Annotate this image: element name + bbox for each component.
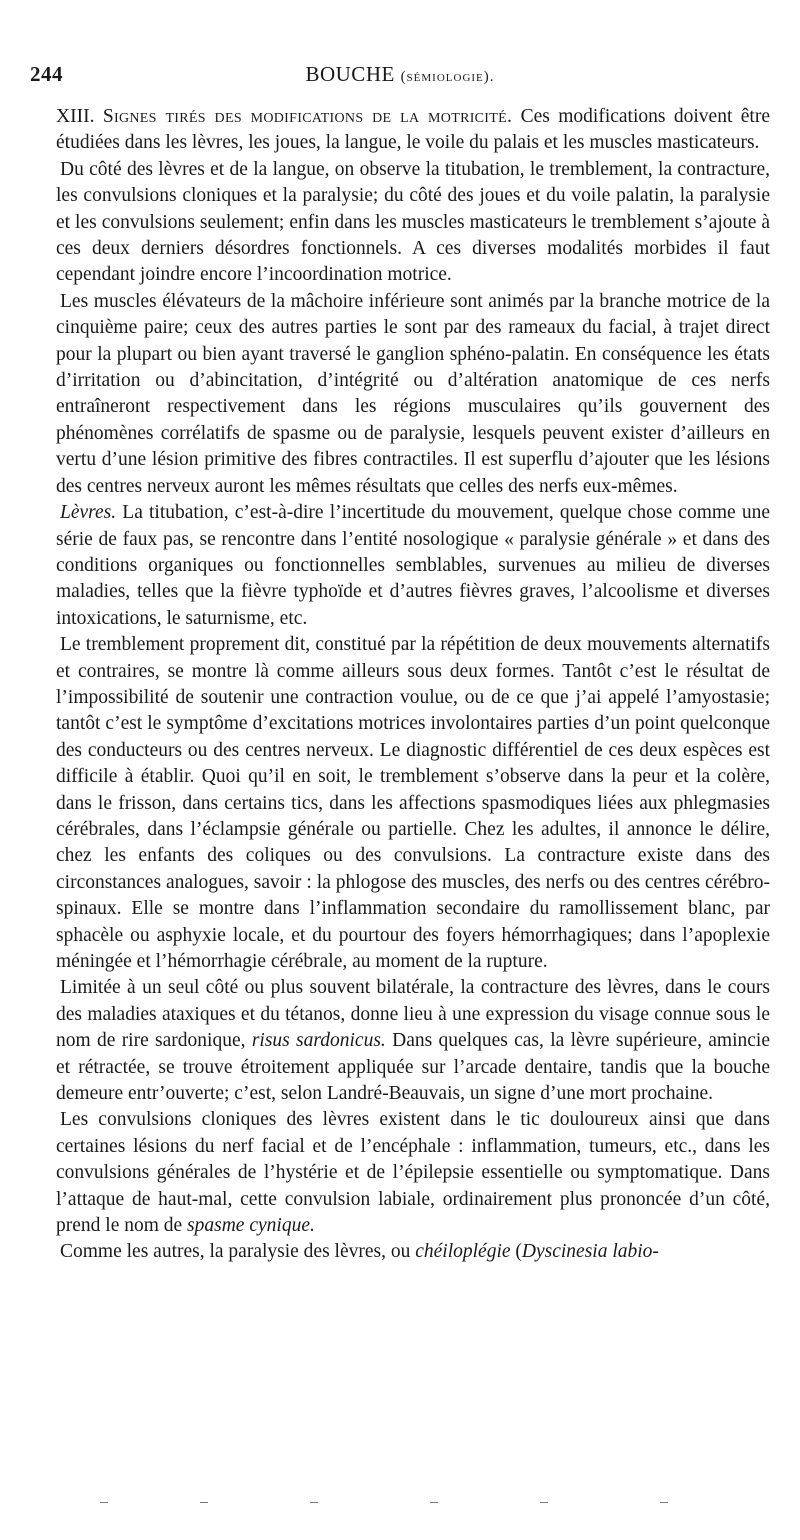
paragraph-section-xiii bbox=[56, 104, 770, 157]
paragraph-text: La titubation, c’est-à-dire l’incertitude du mouvement, quelque chose comme une série de faux pas, se rencontre dans l’entité nosologique « paralysie générale » et dans des conditions organiques ou fonctionnelles semblables, survenues au milieu de diverses maladies, telles que la fièvre typhoïde et d’autres fièvres graves, l’alcoolisme et diverses intoxications, le saturnisme, etc. bbox=[56, 502, 770, 629]
paragraph: Du côté des lèvres et de la langue, on observe la titubation, le tremblement, la contracture, les convulsions cloniques et la paralysie; du côté des joues et du voile palatin, la paralysie et les convulsions seulement; enfin dans les muscles masticateurs le tremblement s’ajoute à ces deux derniers désordres fonctionnels. A ces diverses modalités morbides il faut cependant joindre encore l’incoordination motrice. bbox=[56, 158, 770, 286]
subsection-label: Lèvres. bbox=[60, 502, 117, 524]
paragraph-text: Dans quelques cas, la lèvre supérieure, amincie et rétractée, se trouve étroitement appliquée sur l’arcade dentaire, tandis que la bouche demeure entr’ouverte; c’est, selon Landré-Beauvais, un signe d’une mort prochaine. bbox=[56, 1030, 770, 1105]
scan-mark bbox=[540, 1502, 548, 1503]
section-heading: Signes tirés des modifications de la motricité. bbox=[102, 106, 513, 127]
running-title bbox=[30, 62, 770, 87]
section-number: XIII. bbox=[56, 106, 95, 127]
italic-term: chéiloplégie bbox=[415, 1241, 511, 1263]
scan-mark bbox=[660, 1502, 668, 1503]
italic-term: spasme cynique. bbox=[187, 1215, 315, 1237]
paragraph-text: Ces modifications doivent être étudiées dans les lèvres, les joues, la langue, le voile du palais et les muscles masticateurs. bbox=[56, 106, 771, 154]
running-title-sub: (sémiologie). bbox=[400, 69, 495, 85]
scan-mark bbox=[430, 1502, 438, 1503]
page-number: 244 bbox=[30, 62, 63, 86]
paragraph: Les muscles élévateurs de la mâchoire inférieure sont animés par la branche motrice de la cinquième paire; ceux des autres parties le sont par des rameaux du facial, à trajet direct pour la plupart ou bien ayant traversé le ganglion sphéno-palatin. En conséquence les états d’irritation ou d’abincitation, d’intégrité ou d’altération anatomique de ces nerfs entraîneront respectivement dans les régions musculaires qu’ils gouvernent des phénomènes corrélatifs de spasme ou de paralysie, lesquels peuvent exister d’ailleurs en vertu d’une lésion primitive des fibres contractiles. Il est superflu d’ajouter que les lésions des centres nerveux auront les mêmes résultats que celles des nerfs eux-mêmes. bbox=[56, 290, 770, 497]
paragraph-convulsions bbox=[56, 1107, 770, 1239]
paragraph-levres bbox=[56, 500, 770, 632]
scan-mark bbox=[310, 1502, 318, 1503]
paragraph-text: Les convulsions cloniques des lèvres existent dans le tic douloureux ainsi que dans certaines lésions du nerf facial et de l’encéphale : inflammation, tumeurs, etc., dans les convulsions générales de l’hystérie et de l’épilepsie essentielle ou symptomatique. Dans l’attaque de haut-mal, cette convulsion labiale, ordinairement plus prononcée d’un côté, prend le nom de bbox=[56, 1109, 770, 1237]
footer-scan-marks bbox=[60, 1502, 740, 1512]
latin-term: risus sardonicus. bbox=[251, 1030, 386, 1052]
scan-mark bbox=[100, 1502, 108, 1503]
paragraph-text: Comme les autres, la paralysie des lèvres, ou bbox=[60, 1241, 411, 1263]
running-title-main: BOUCHE bbox=[305, 62, 395, 86]
paren: ( bbox=[515, 1241, 522, 1263]
paragraph-contracture bbox=[56, 975, 770, 1107]
paragraph-paralysie bbox=[56, 1239, 770, 1265]
paragraph: Le tremblement proprement dit, constitué par la répétition de deux mouvements alternatifs et contraires, se montre là comme ailleurs sous deux formes. Tantôt c’est le résultat de l’impossibilité de soutenir une contraction voulue, ou de ce que j’ai appelé l’amyostasie; tantôt c’est le symptôme d’excitations motrices involontaires parties d’un point quelconque des conducteurs ou des centres nerveux. Le diagnostic différentiel de ces deux espèces est difficile à établir. Quoi qu’il en soit, le tremblement s’observe dans la peur et la colère, dans le frisson, dans certains tics, dans les affections spasmodiques liées aux phlegmasies cérébrales, dans l’éclampsie générale ou partielle. Chez les adultes, il annonce le délire, chez les enfants des coliques ou des convulsions. La contracture existe dans des circonstances analogues, savoir : la phlogose des muscles, des nerfs ou des centres cérébro-spinaux. Elle se montre dans l’inflammation secondaire du ramollissement blanc, par sphacèle ou asphyxie locale, et du pourtour des foyers hémorrhagiques; dans l’apoplexie méningée et l’hémorrhagie cérébrale, au moment de la rupture. bbox=[56, 634, 770, 972]
paragraph-text: Limitée à un seul côté ou plus souvent bilatérale, la contracture des lèvres, dans le cours des maladies ataxiques et du tétanos, donne lieu à une expression du visage connue sous le nom de rire sardonique, bbox=[56, 977, 770, 1052]
scan-mark bbox=[200, 1502, 208, 1503]
running-header bbox=[30, 62, 770, 92]
body-text bbox=[56, 104, 770, 1266]
latin-term: Dyscinesia labio- bbox=[521, 1241, 659, 1263]
